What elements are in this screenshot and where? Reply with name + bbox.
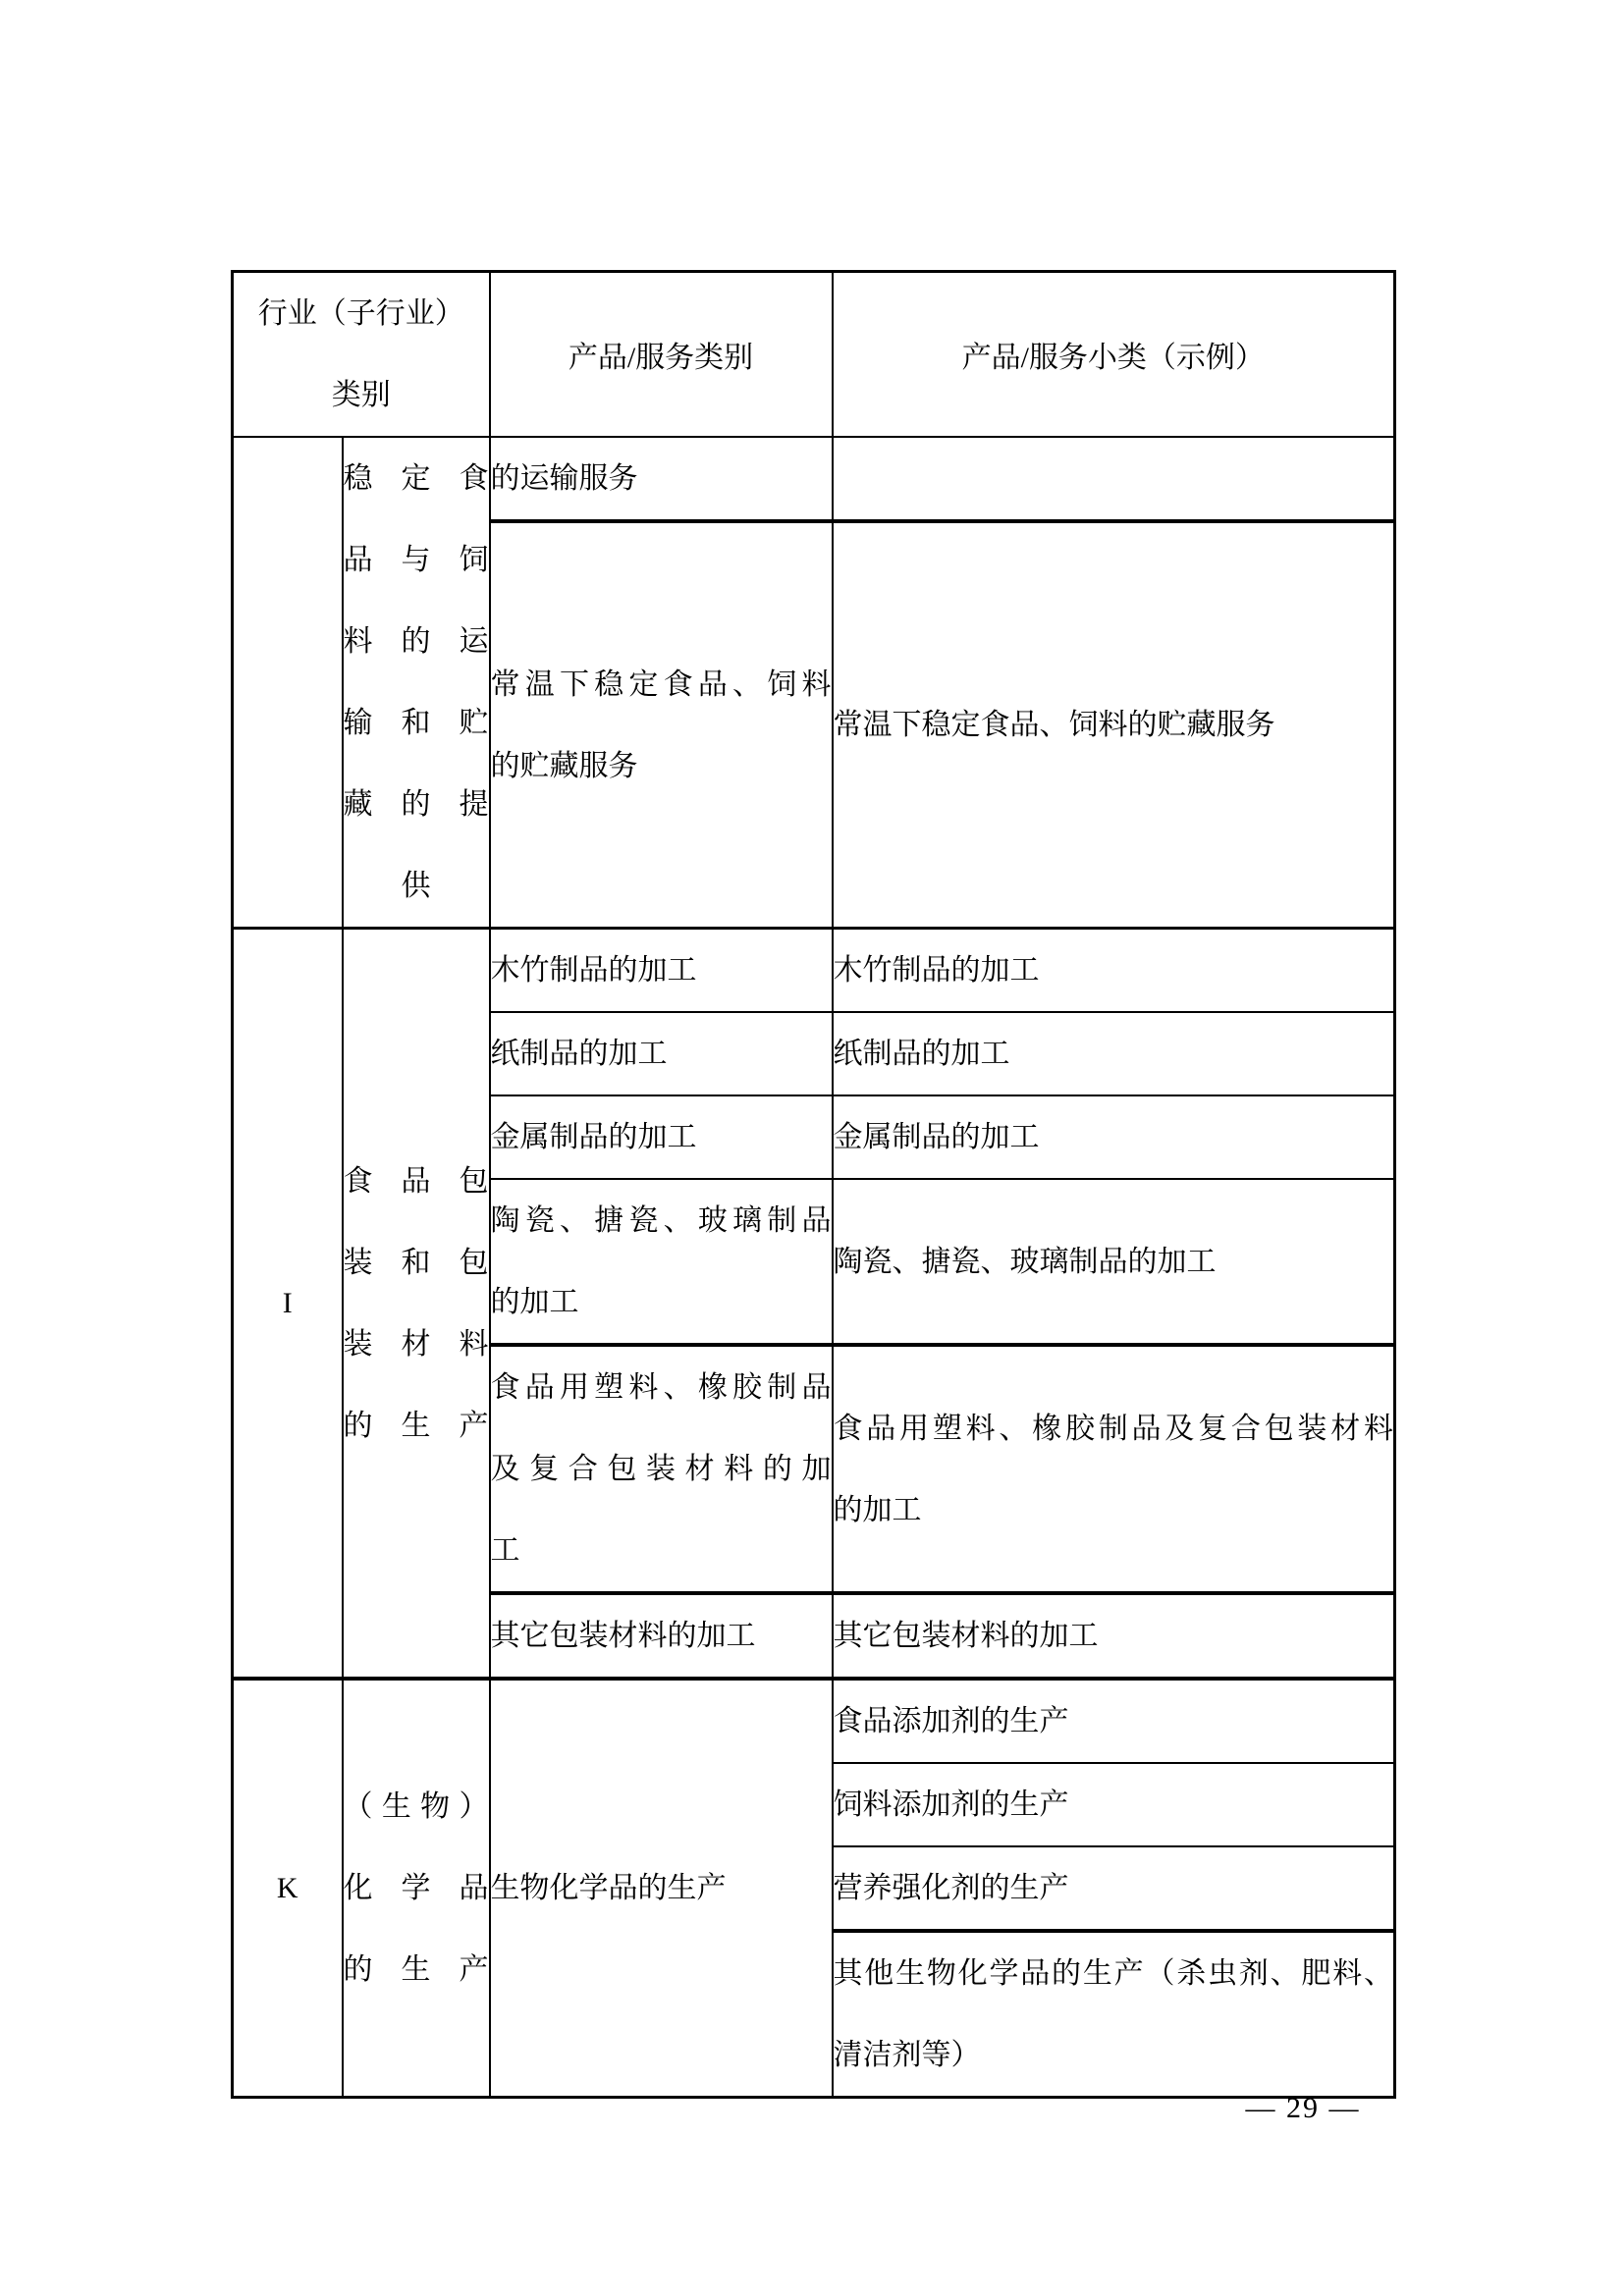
product-category-cell bbox=[490, 521, 833, 928]
product-category-cell bbox=[490, 1179, 833, 1345]
text-line: 生物化学品的生产 bbox=[490, 1872, 727, 1904]
text-line: 的加工 bbox=[490, 1286, 579, 1318]
text-line: 清洁剂等） bbox=[833, 2039, 981, 2071]
text-line: 料的运 bbox=[343, 625, 489, 658]
product-subclass-cell bbox=[833, 1931, 1395, 2098]
product-subclass-cell bbox=[833, 1179, 1395, 1345]
product-subclass-cell bbox=[833, 437, 1395, 521]
text-line: 的生产 bbox=[343, 1409, 489, 1442]
text-line: 装材料 bbox=[343, 1327, 489, 1361]
text-line: 的生产 bbox=[343, 1953, 489, 1986]
text-line: 其它包装材料的加工 bbox=[833, 1620, 1099, 1652]
table-header-row bbox=[233, 272, 1395, 438]
product-subclass-cell bbox=[833, 1593, 1395, 1679]
product-category-cell bbox=[490, 1095, 833, 1179]
industry-letter-cell: K bbox=[233, 1679, 343, 2098]
table-row bbox=[233, 929, 1395, 1013]
product-category-cell bbox=[490, 929, 833, 1013]
text-line: 金属制品的加工 bbox=[833, 1121, 1040, 1153]
text-line: 常温下稳定食品、饲料的贮藏服务 bbox=[833, 709, 1275, 742]
product-category-cell bbox=[490, 1593, 833, 1679]
text-line: 木竹制品的加工 bbox=[833, 954, 1040, 987]
product-subclass-cell bbox=[833, 521, 1395, 928]
text-line: 常温下稳定食品、饲料 bbox=[490, 667, 832, 701]
text-line: 藏的提 bbox=[343, 788, 489, 821]
text-line: 陶瓷、搪瓷、玻璃制品的加工 bbox=[833, 1245, 1217, 1278]
text-line: 类别 bbox=[331, 379, 391, 411]
text-line: 供 bbox=[401, 870, 431, 902]
text-line: 品与饲 bbox=[343, 544, 489, 576]
text-line: 装和包 bbox=[343, 1246, 489, 1279]
text-line: （生物） bbox=[343, 1790, 489, 1823]
text-line: 的加工 bbox=[833, 1493, 922, 1526]
product-subclass-cell bbox=[833, 929, 1395, 1013]
text-line: 食品用塑料、橡胶制品及复合包装材料 bbox=[833, 1412, 1393, 1445]
text-line: 输和贮 bbox=[343, 707, 489, 739]
industry-subcategory-cell bbox=[343, 437, 490, 929]
text-line: 食品添加剂的生产 bbox=[833, 1705, 1069, 1737]
text-line: 稳定食 bbox=[343, 462, 489, 495]
text-line: 其他生物化学品的生产（杀虫剂、肥料、 bbox=[833, 1957, 1393, 1990]
product-category-cell bbox=[490, 1345, 833, 1593]
industry-letter-cell: I bbox=[233, 929, 343, 1680]
table-row bbox=[233, 1679, 1395, 1763]
product-subclass-cell bbox=[833, 1345, 1395, 1593]
product-category-cell bbox=[490, 1679, 833, 2098]
text-line: 工 bbox=[490, 1534, 520, 1567]
product-subclass-cell bbox=[833, 1095, 1395, 1179]
header-industry-category bbox=[233, 272, 490, 438]
product-subclass-cell bbox=[833, 1846, 1395, 1931]
product-subclass-cell bbox=[833, 1012, 1395, 1095]
page-number: — 29 — bbox=[1245, 2092, 1361, 2124]
table-row bbox=[233, 437, 1395, 521]
text-line: 的运输服务 bbox=[490, 462, 638, 496]
text-line: 及复合包装材料的加 bbox=[490, 1453, 832, 1485]
text-line: 陶瓷、搪瓷、玻璃制品 bbox=[490, 1204, 832, 1237]
product-category-cell bbox=[490, 437, 833, 521]
text-line: 纸制品的加工 bbox=[490, 1038, 668, 1070]
industry-subcategory-cell bbox=[343, 929, 490, 1680]
product-subclass-cell bbox=[833, 1763, 1395, 1846]
header-product-category: 产品/服务类别 bbox=[490, 272, 833, 438]
text-line: 其它包装材料的加工 bbox=[490, 1620, 756, 1652]
product-subclass-cell bbox=[833, 1679, 1395, 1763]
text-line: 食品用塑料、橡胶制品 bbox=[490, 1371, 832, 1404]
industry-subcategory-cell bbox=[343, 1679, 490, 2098]
text-line: 纸制品的加工 bbox=[833, 1038, 1010, 1070]
text-line: 金属制品的加工 bbox=[490, 1121, 697, 1153]
text-line: 木竹制品的加工 bbox=[490, 954, 697, 987]
header-product-subclass: 产品/服务小类（示例） bbox=[833, 272, 1395, 438]
industry-letter-cell bbox=[233, 437, 343, 929]
industry-product-service-table bbox=[231, 270, 1396, 2099]
text-line: 饲料添加剂的生产 bbox=[833, 1789, 1069, 1821]
text-line: 食品包 bbox=[343, 1164, 489, 1198]
text-line: 化学品 bbox=[343, 1872, 489, 1904]
text-line: 的贮藏服务 bbox=[490, 749, 638, 782]
product-category-cell bbox=[490, 1012, 833, 1095]
text-line: 行业（子行业） bbox=[257, 297, 464, 330]
text-line: 营养强化剂的生产 bbox=[833, 1872, 1069, 1904]
